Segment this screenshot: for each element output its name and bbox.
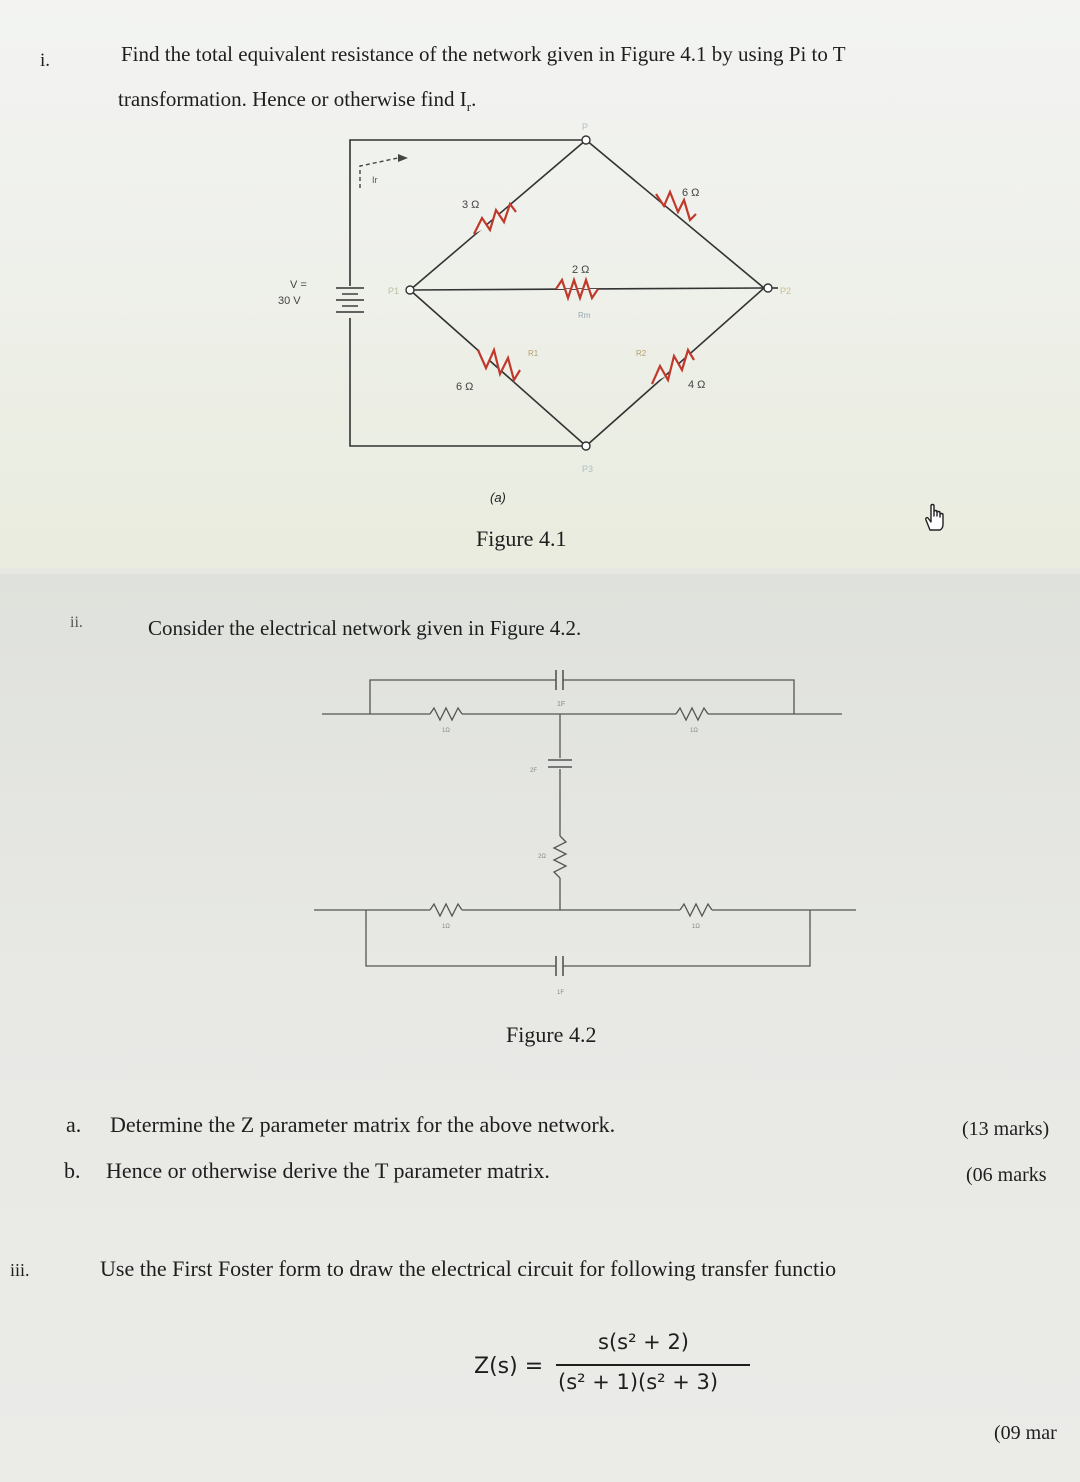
item-b-text: Hence or otherwise derive the T parameter matrix. [106,1158,550,1183]
label-3ohm: 3 Ω [462,199,480,211]
item-a-letter: a. [66,1112,82,1137]
label-c-bottom: 1F [557,990,565,996]
label-node-p1: P1 [388,286,400,296]
question-i-line1: Find the total equivalent resistance of the network given in Figure 4.1 by using Pi to T [121,42,846,66]
resistor-2ohm [556,280,598,298]
label-node-p2: P2 [780,286,792,296]
figure-4-1-circuit [0,0,1080,568]
label-r1: R1 [528,349,539,358]
formula-denominator: (s² + 1)(s² + 3) [558,1370,719,1394]
label-r-bot-right: 1Ω [692,924,700,930]
node-p3 [582,442,590,450]
label-rm: Rm [578,311,591,320]
figure-4-1-subcaption: (a) [490,490,506,505]
resistor-3ohm [474,204,516,234]
formula-numerator: s(s² + 2) [598,1330,689,1354]
question-i-number: i. [40,50,51,71]
question-iii-text: Use the First Foster form to draw the electrical circuit for following transfer functio [100,1256,837,1281]
current-arrow-icon [360,154,408,188]
formula-fraction-bar [556,1364,750,1366]
label-4ohm: 4 Ω [688,379,706,391]
formula-lhs: Z(s) = [474,1354,544,1379]
label-r-mid: 2Ω [538,854,546,860]
resistor-top-right [676,708,708,720]
figure-4-2-caption: Figure 4.2 [506,1022,597,1047]
resistor-mid [554,836,566,878]
label-6ohm-top: 6 Ω [682,187,700,199]
label-6ohm-bottom: 6 Ω [456,381,474,393]
wire-source-loop [350,140,586,286]
label-node-p: P [582,122,589,132]
label-2ohm: 2 Ω [572,264,590,276]
label-30v: 30 V [278,295,301,307]
item-a-text: Determine the Z parameter matrix for the above network. [110,1112,616,1137]
label-v: V = [290,279,307,291]
question-i-line2-sub: r [466,99,472,115]
item-a-marks: (13 marks) [962,1118,1050,1140]
node-p [582,136,590,144]
question-i-line2-text: transformation. Hence or otherwise find I [118,87,467,111]
battery-symbol [336,288,364,312]
label-r-top-left: 1Ω [442,728,450,734]
resistor-bottom-left [430,904,462,916]
label-r2: R2 [636,349,647,358]
label-r-top-right: 1Ω [690,728,698,734]
figure-4-1-caption: Figure 4.1 [476,526,567,551]
question-iii-number: iii. [10,1260,30,1280]
resistor-6ohm-bottom [478,350,520,380]
label-node-p3: P3 [582,464,594,474]
figure-4-2-circuit [0,574,1080,1044]
question-ii-intro: Consider the electrical network given in Figure 4.2. [148,616,582,640]
node-p2 [764,284,772,292]
question-i-panel [0,0,1080,568]
resistor-top-left [430,708,462,720]
question-ii-iii-panel [0,574,1080,1482]
wire-p-p2 [586,140,764,288]
label-c-mid: 2F [530,768,538,774]
item-b-marks: (06 marks [966,1164,1047,1186]
resistor-bottom-right [680,904,712,916]
hand-pointer-icon [918,500,954,536]
label-c-top: 1F [557,701,566,708]
question-i-line2-end: . [471,87,477,111]
label-ir: Ir [372,175,378,185]
node-p1 [406,286,414,294]
question-iii-marks: (09 mar [994,1422,1057,1444]
item-b-letter: b. [64,1158,81,1183]
question-ii-number: ii. [70,614,83,631]
label-r-bot-left: 1Ω [442,924,450,930]
